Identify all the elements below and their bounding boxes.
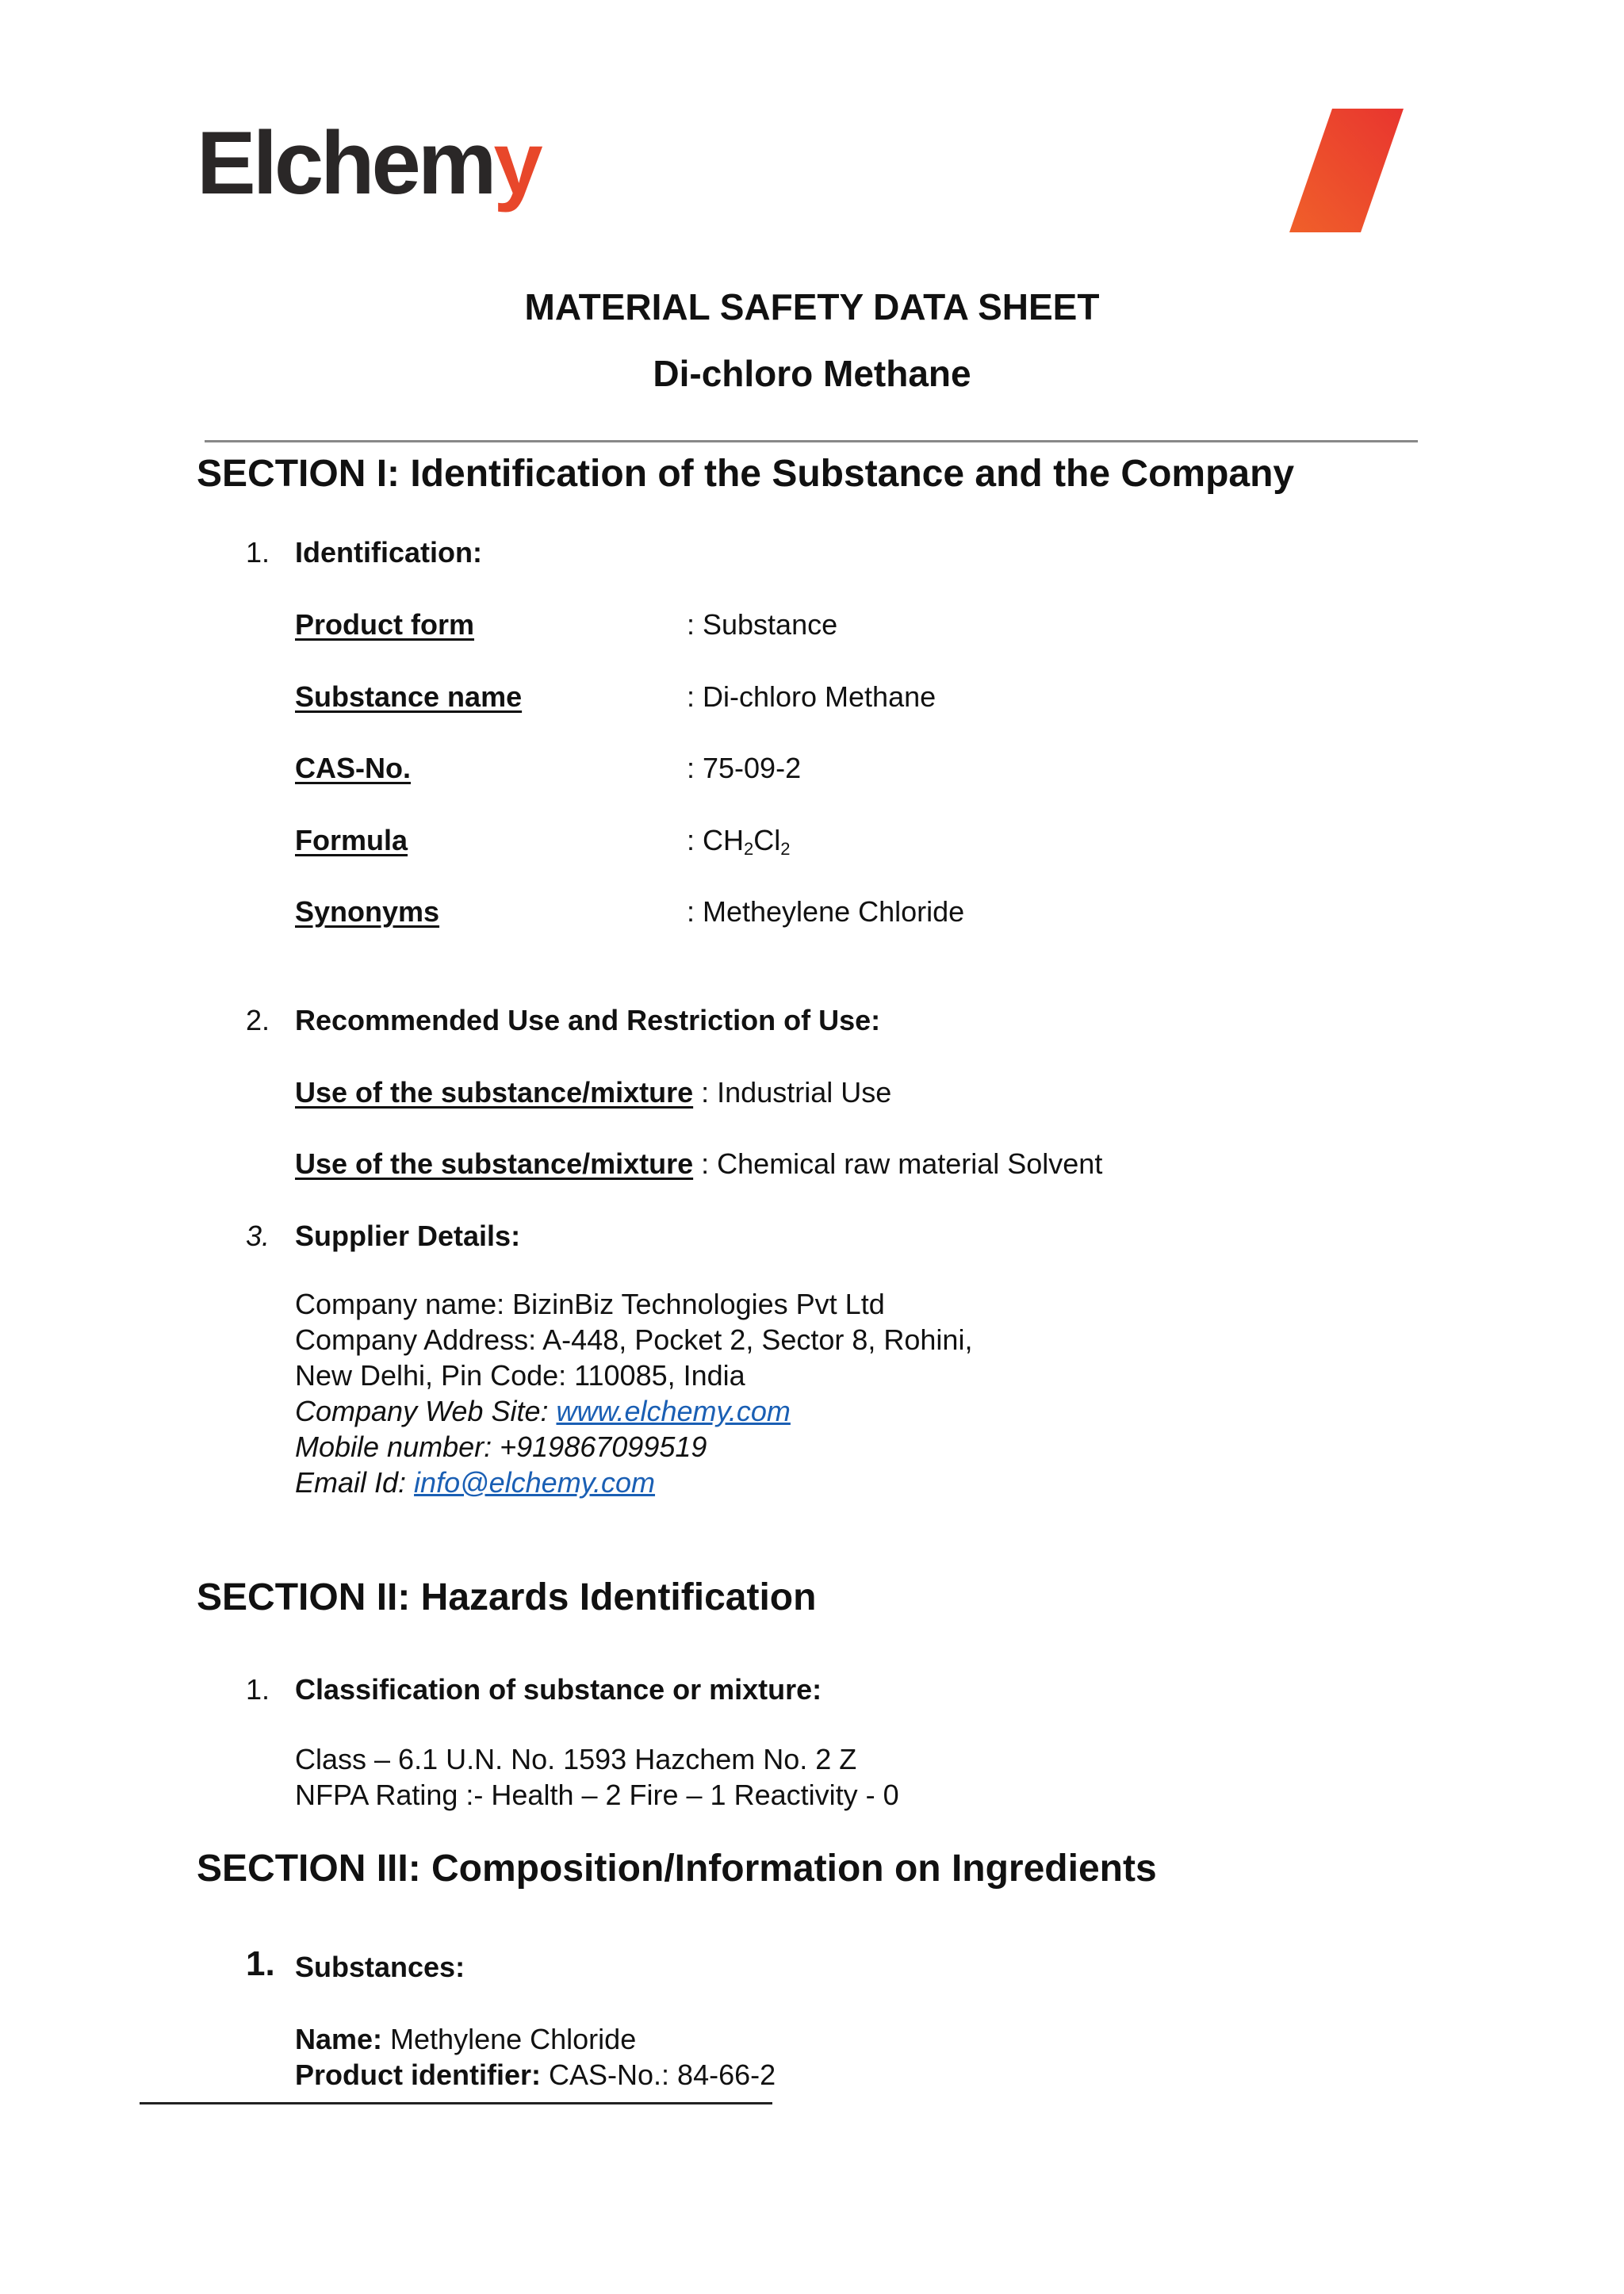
item-number: 1. bbox=[246, 536, 270, 569]
formula-part: : CH bbox=[687, 824, 744, 856]
product-form-label: Product form bbox=[295, 608, 475, 641]
document-title: MATERIAL SAFETY DATA SHEET bbox=[524, 286, 1100, 327]
header-divider bbox=[205, 440, 1418, 442]
elchemy-logo bbox=[197, 113, 540, 213]
substances-heading: Substances: bbox=[295, 1951, 465, 1983]
cas-no-value: : 75-09-2 bbox=[687, 752, 802, 784]
item-number: 2. bbox=[246, 1004, 270, 1036]
formula-value bbox=[687, 824, 791, 860]
section-2-heading: SECTION II: Hazards Identification bbox=[197, 1576, 817, 1618]
formula-subscript: 2 bbox=[780, 839, 791, 859]
section-1-heading: SECTION I: Identification of the Substance and the Company bbox=[197, 453, 1295, 495]
footnote-divider bbox=[140, 2102, 772, 2104]
classification-heading: Classification of substance or mixture: bbox=[295, 1673, 822, 1706]
product-form-value: : Substance bbox=[687, 608, 838, 641]
synonyms-value: : Metheylene Chloride bbox=[687, 895, 965, 928]
product-identifier-line bbox=[295, 2057, 776, 2093]
section-3-heading: SECTION III: Composition/Information on Ingredients bbox=[197, 1848, 1157, 1890]
item-number: 1. bbox=[246, 1673, 270, 1706]
supplier-details-block bbox=[295, 1286, 972, 1500]
hazard-class-line: Class – 6.1 U.N. No. 1593 Hazchem No. 2 Z bbox=[295, 1743, 857, 1775]
logo-text-tail: y bbox=[493, 113, 540, 213]
website-line bbox=[295, 1393, 972, 1429]
email-link[interactable]: info@elchemy.com bbox=[414, 1466, 656, 1499]
website-link[interactable]: www.elchemy.com bbox=[556, 1395, 791, 1427]
mobile-number: Mobile number: +919867099519 bbox=[295, 1430, 707, 1463]
brand-slash-icon bbox=[1285, 107, 1411, 234]
formula-part: Cl bbox=[753, 824, 781, 856]
synonyms-label: Synonyms bbox=[295, 895, 440, 928]
supplier-details-heading: Supplier Details: bbox=[295, 1220, 521, 1252]
substance-name-line bbox=[295, 2021, 776, 2057]
company-name: Company name: BizinBiz Technologies Pvt Ltd bbox=[295, 1288, 885, 1320]
cas-no-label: CAS-No. bbox=[295, 752, 411, 784]
use-value: : Chemical raw material Solvent bbox=[693, 1147, 1103, 1180]
use-row bbox=[295, 1147, 1102, 1181]
name-label: Name: bbox=[295, 2023, 383, 2055]
substance-name-label: Substance name bbox=[295, 680, 523, 713]
use-value: : Industrial Use bbox=[693, 1076, 892, 1109]
nfpa-rating-line: NFPA Rating :- Health – 2 Fire – 1 Reactivity - 0 bbox=[295, 1779, 899, 1811]
substances-block bbox=[295, 2021, 776, 2093]
item-number: 1. bbox=[246, 1944, 275, 1983]
recommended-use-heading: Recommended Use and Restriction of Use: bbox=[295, 1004, 881, 1036]
formula-label: Formula bbox=[295, 824, 408, 856]
use-label: Use of the substance/mixture bbox=[295, 1076, 694, 1109]
product-identifier-value: CAS-No.: 84-66-2 bbox=[541, 2058, 776, 2091]
formula-subscript: 2 bbox=[744, 839, 754, 859]
company-address-line1: Company Address: A-448, Pocket 2, Sector 8, Rohini, bbox=[295, 1323, 973, 1356]
logo-text-main: Elchem bbox=[197, 113, 494, 213]
classification-block bbox=[295, 1741, 899, 1813]
product-identifier-label: Product identifier: bbox=[295, 2058, 542, 2091]
company-address-line2: New Delhi, Pin Code: 110085, India bbox=[295, 1359, 745, 1392]
email-line bbox=[295, 1465, 972, 1500]
use-row bbox=[295, 1076, 891, 1109]
website-label: Company Web Site: bbox=[295, 1395, 557, 1427]
item-number: 3. bbox=[246, 1220, 270, 1252]
email-label: Email Id: bbox=[295, 1466, 415, 1499]
name-value: Methylene Chloride bbox=[382, 2023, 637, 2055]
use-label: Use of the substance/mixture bbox=[295, 1147, 694, 1180]
identification-heading: Identification: bbox=[295, 536, 482, 569]
substance-name-value: : Di-chloro Methane bbox=[687, 680, 936, 713]
document-subtitle: Di-chloro Methane bbox=[653, 353, 971, 394]
